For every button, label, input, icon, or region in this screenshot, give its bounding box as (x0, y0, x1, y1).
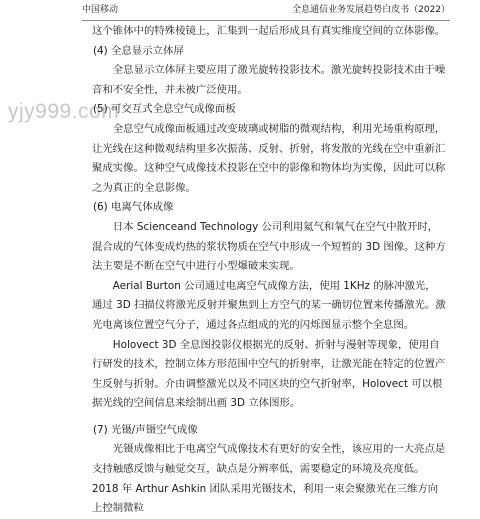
header-right: 全息通信业务发展趋势白皮书（2022） (292, 5, 450, 15)
section-gap (92, 414, 446, 421)
paragraph: 光镊成像相比于电离空气成像技术有更好的安全性，该应用的一大亮点是支持触感反馈与触觉交互，缺点是分辨率低，需要稳定的环境及亮度低。2018 年 Arthur Ashkin 团队采用光镊技术，利用一束会聚激光在三维方向上控制微粒 (92, 443, 446, 515)
section-heading: (4) 全息显示立体屏 (93, 44, 184, 57)
paragraph: Holovect 3D 全息图投影仪根据光的反射、折射与漫射等现象，使用自行研发的技术，控制立体方形范围中空气的折射率，让激光能在特定的位置产生反射与折射。介由调整激光以及不同区块的空气折射率，Holovect 可以根据光线的空间信息来绘制出画 3D 立体图形。 (92, 338, 446, 410)
section-heading: (7) 光镊/声镊空气成像 (93, 423, 198, 436)
paragraph: 这个锥体中的特殊棱镜上，汇集到一起后形成具有真实维度空间的立体影像。 (92, 25, 446, 37)
paragraph: 全息显示立体屏主要应用了激光旋转投影技术。激光旋转投影技术由于噪音和不安全性，并未被广泛使用。 (92, 64, 446, 96)
paragraph: 全息空气成像面板通过改变玻璃或树脂的微观结构，利用光场重构原理，让光线在这种微观结构里多次振荡、反射、折射，将发散的光线在空中重新汇聚成实像。这种空气成像技术投影在空中的影像和物体均为实像，因此可以称之为真正的全息影像。 (92, 122, 446, 194)
section-heading: (5) 可交互式全息空气成像面板 (93, 103, 236, 116)
paragraph: Aerial Burton 公司通过电离空气成像方法，使用 1KHz 的脉冲激光，通过 3D 扫描仪将激光反射并聚焦到上方空气的某一确切位置来传播激光。激光电离该位置空气分子，通过各点组成的光的闪烁图显示整个全息图。 (92, 279, 446, 331)
section-heading: (6) 电离气体成像 (93, 201, 174, 214)
header-left: 中国移动 (82, 5, 119, 15)
watermark: yjy999.com (8, 100, 120, 123)
paragraph: 日本 Scienceand Technology 公司利用氦气和氧气在空气中散开时，混合成的气体变成灼热的浆状物质在空气中形成一个短暂的 3D 图像。这种方法主要是不断在空气中进行小型爆破来实现。 (92, 220, 446, 273)
page-header (82, 0, 450, 21)
document-body (92, 22, 446, 515)
